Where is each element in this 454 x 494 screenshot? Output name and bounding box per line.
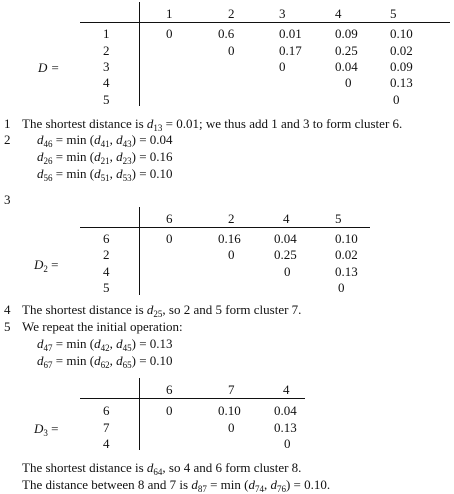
matrix2-row-header-4: 4 bbox=[103, 264, 110, 279]
text: = 0.01; we thus add 1 and 3 to form cluster 6. bbox=[162, 116, 403, 131]
matrix2-cell: 0 bbox=[338, 280, 345, 295]
text: , so 4 and 6 form cluster 8. bbox=[162, 460, 302, 475]
var: d bbox=[37, 132, 44, 147]
sub: 53 bbox=[122, 173, 132, 183]
step-number: 1 bbox=[4, 116, 11, 131]
matrix1-cell: 0.04 bbox=[335, 59, 358, 74]
matrix2-cell: 0.13 bbox=[335, 264, 358, 279]
sub: 21 bbox=[100, 156, 110, 166]
var: d bbox=[191, 477, 198, 492]
var: d bbox=[94, 149, 101, 164]
var: D bbox=[34, 257, 44, 272]
text: = min ( bbox=[52, 353, 95, 368]
matrix2-col-header-6: 6 bbox=[166, 211, 173, 226]
matrix2-cell: 0.04 bbox=[274, 231, 297, 246]
step5-line: $d_{67} = \min (d_{62}$, $d_{65}) = 0.10$ bbox=[37, 353, 173, 370]
matrix3-cell: 0.04 bbox=[274, 403, 297, 418]
var: d bbox=[146, 302, 154, 317]
matrix3-row-header-7: 7 bbox=[103, 420, 110, 435]
matrix1-cell: 0.6 bbox=[218, 26, 235, 41]
matrix3-col-header-4: 4 bbox=[283, 382, 290, 397]
var: d bbox=[37, 149, 44, 164]
step-number: 5 bbox=[4, 319, 11, 334]
matrix3-vertical-rule bbox=[139, 378, 140, 450]
sub: 42 bbox=[100, 343, 110, 353]
sub: 43 bbox=[122, 139, 132, 149]
sub: 67 bbox=[43, 360, 53, 370]
matrix1-label: D = bbox=[38, 60, 60, 75]
text: ) = 0.10 bbox=[131, 166, 173, 181]
var: d bbox=[116, 336, 123, 351]
text: ) = 0.10 bbox=[131, 353, 173, 368]
matrix3-row-header-4: 4 bbox=[103, 436, 110, 451]
var: d bbox=[116, 132, 123, 147]
text: The shortest distance is bbox=[22, 460, 147, 475]
text: = min ( bbox=[52, 149, 95, 164]
var: d bbox=[146, 460, 154, 475]
matrix1-cell: 0.10 bbox=[390, 26, 413, 41]
matrix2-col-header-4: 4 bbox=[283, 211, 290, 226]
matrix1-col-header-2: 2 bbox=[228, 6, 235, 21]
matrix1-cell: 0.09 bbox=[335, 26, 358, 41]
var: d bbox=[116, 166, 123, 181]
var: d bbox=[248, 477, 255, 492]
matrix2-cell: 0 bbox=[228, 247, 235, 262]
matrix1-vertical-rule bbox=[139, 2, 140, 106]
final-line-2: The distance between 8 and 7 is $d_{87} = \min (d_{74}$, $d_{76}) = 0.10$. bbox=[22, 477, 331, 494]
matrix3-cell: 0 bbox=[166, 403, 173, 418]
sub: 2 bbox=[43, 264, 48, 274]
matrix3-cell: 0.10 bbox=[218, 403, 241, 418]
var: D bbox=[34, 421, 44, 436]
matrix1-cell: 0.01 bbox=[279, 26, 302, 41]
matrix2-row-header-5: 5 bbox=[103, 280, 110, 295]
matrix1-col-header-5: 5 bbox=[390, 6, 397, 21]
sub: 3 bbox=[43, 428, 48, 438]
step-number: 2 bbox=[4, 132, 11, 147]
matrix1-cell: 0 bbox=[279, 59, 286, 74]
var: d bbox=[37, 166, 44, 181]
text: ) = 0.04 bbox=[131, 132, 173, 147]
matrix1-row-header-1: 1 bbox=[103, 26, 110, 41]
matrix3-row-header-6: 6 bbox=[103, 403, 110, 418]
final-line-1 bbox=[22, 461, 301, 477]
text: = min ( bbox=[52, 166, 95, 181]
matrix2-row-header-2: 2 bbox=[103, 247, 110, 262]
text: ) = 0.10. bbox=[285, 477, 331, 492]
matrix2-label bbox=[34, 258, 58, 274]
matrix1-row-header-5: 5 bbox=[103, 92, 110, 107]
sub: 56 bbox=[43, 173, 53, 183]
step2-line: $d_{56} = \min (d_{51}$, $d_{53}) = 0.10$ bbox=[37, 166, 173, 183]
sub: 45 bbox=[122, 343, 132, 353]
matrix3-col-header-7: 7 bbox=[228, 382, 235, 397]
text: The distance between 8 and 7 is bbox=[22, 477, 192, 492]
matrix1-col-header-4: 4 bbox=[335, 6, 342, 21]
text: = bbox=[47, 421, 59, 436]
sub: 87 bbox=[197, 484, 207, 494]
sub: 46 bbox=[43, 139, 53, 149]
text: = min ( bbox=[52, 132, 95, 147]
matrix1-row-header-4: 4 bbox=[103, 75, 110, 90]
matrix2-row-header-6: 6 bbox=[103, 231, 110, 246]
sub: 13 bbox=[153, 123, 163, 133]
matrix2-cell: 0 bbox=[166, 231, 173, 246]
text: ) = 0.16 bbox=[131, 149, 173, 164]
text: = bbox=[47, 257, 59, 272]
sub: 25 bbox=[153, 309, 163, 319]
var: d bbox=[116, 353, 123, 368]
text: The shortest distance is bbox=[22, 302, 147, 317]
sub: 64 bbox=[153, 467, 163, 477]
sub: 74 bbox=[254, 484, 264, 494]
matrix1-cell: 0 bbox=[228, 43, 235, 58]
step4-text bbox=[22, 303, 301, 319]
matrix1-row-header-3: 3 bbox=[103, 59, 110, 74]
var: d bbox=[37, 353, 44, 368]
matrix3-cell: 0 bbox=[228, 420, 235, 435]
var: d bbox=[94, 336, 101, 351]
step2-line: $d_{46} = \min (d_{41}$, $d_{43}) = 0.04$ bbox=[37, 132, 173, 149]
var: d bbox=[116, 149, 123, 164]
matrix3-label bbox=[34, 422, 58, 438]
matrix2-cell: 0.16 bbox=[218, 231, 241, 246]
matrix2-horizontal-rule bbox=[80, 227, 370, 228]
sub: 41 bbox=[100, 139, 110, 149]
matrix1-cell: 0 bbox=[345, 75, 352, 90]
matrix1-cell: 0.02 bbox=[390, 43, 413, 58]
sub: 65 bbox=[122, 360, 132, 370]
step-number: 3 bbox=[4, 192, 11, 207]
matrix2-cell: 0 bbox=[284, 264, 291, 279]
var: d bbox=[94, 132, 101, 147]
matrix1-cell: 0.09 bbox=[390, 59, 413, 74]
matrix1-cell: 0.17 bbox=[279, 43, 302, 58]
sub: 62 bbox=[100, 360, 110, 370]
matrix2-vertical-rule bbox=[139, 207, 140, 295]
text: = min ( bbox=[206, 477, 249, 492]
text: The shortest distance is bbox=[22, 116, 147, 131]
sub: 26 bbox=[43, 156, 53, 166]
sub: 47 bbox=[43, 343, 53, 353]
var: d bbox=[94, 166, 101, 181]
matrix3-horizontal-rule bbox=[80, 398, 305, 399]
matrix1-row-header-2: 2 bbox=[103, 43, 110, 58]
sub: 51 bbox=[100, 173, 110, 183]
var: d bbox=[270, 477, 277, 492]
sub: 76 bbox=[276, 484, 286, 494]
matrix2-cell: 0.02 bbox=[335, 247, 358, 262]
matrix1-col-header-1: 1 bbox=[166, 6, 173, 21]
matrix3-col-header-6: 6 bbox=[166, 382, 173, 397]
matrix2-col-header-5: 5 bbox=[335, 211, 342, 226]
sub: 23 bbox=[122, 156, 132, 166]
step1-text bbox=[22, 117, 402, 133]
matrix1-cell: 0 bbox=[393, 92, 400, 107]
matrix2-cell: 0.25 bbox=[274, 247, 297, 262]
text: ) = 0.13 bbox=[131, 336, 173, 351]
step5-line: $d_{47} = \min (d_{42}$, $d_{45}) = 0.13$ bbox=[37, 336, 173, 353]
step5-text: We repeat the initial operation: bbox=[22, 319, 183, 334]
matrix1-cell: 0.25 bbox=[335, 43, 358, 58]
var: d bbox=[94, 353, 101, 368]
matrix2-col-header-2: 2 bbox=[228, 211, 235, 226]
step-number: 4 bbox=[4, 302, 11, 317]
matrix1-horizontal-rule bbox=[80, 22, 450, 23]
text: , so 2 and 5 form cluster 7. bbox=[162, 302, 302, 317]
var: d bbox=[37, 336, 44, 351]
matrix3-cell: 0.13 bbox=[274, 420, 297, 435]
text: = min ( bbox=[52, 336, 95, 351]
matrix1-col-header-3: 3 bbox=[279, 6, 286, 21]
matrix1-cell: 0 bbox=[166, 26, 173, 41]
matrix3-cell: 0 bbox=[284, 436, 291, 451]
var: d bbox=[146, 116, 154, 131]
step2-line: $d_{26} = \min (d_{21}$, $d_{23}) = 0.16$ bbox=[37, 149, 173, 166]
matrix2-cell: 0.10 bbox=[335, 231, 358, 246]
matrix1-cell: 0.13 bbox=[390, 75, 413, 90]
